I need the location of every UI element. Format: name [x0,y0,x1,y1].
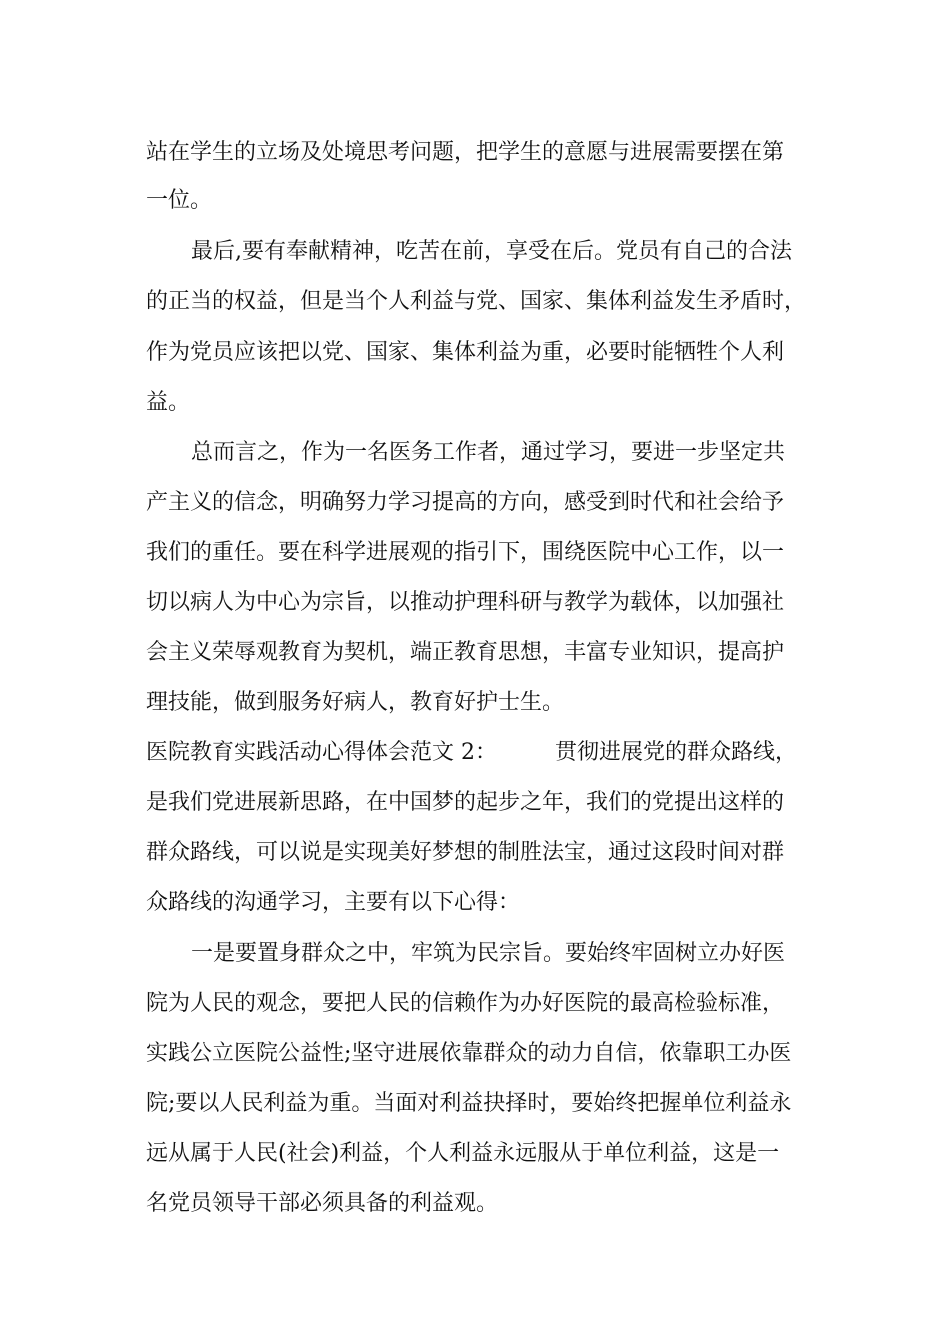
text-line: 会主义荣辱观教育为契机，端正教育思想，丰富专业知识，提高护 [146,640,785,665]
text-line: 一是要置身群众之中，牢筑为民宗旨。要始终牢固树立办好医 [191,941,786,966]
text-line: 众路线的沟通学习，主要有以下心得： [146,890,521,915]
text-line: 名党员领导干部必须具备的利益观。 [146,1191,499,1216]
text-line: 院为人民的观念，要把人民的信赖作为办好医院的最高检验标准， [146,991,785,1016]
text-line: 贯彻进展党的群众路线， [555,740,798,765]
text-line: 产主义的信念，明确努力学习提高的方向，感受到时代和社会给予 [146,490,785,515]
text-line: 是我们党进展新思路，在中国梦的起步之年，我们的党提出这样的 [146,790,785,815]
section-heading: 医院教育实践活动心得体会范文 2： [146,740,497,765]
text-line: 总而言之，作为一名医务工作者，通过学习，要进一步坚定共 [191,440,786,465]
text-line: 实践公立医院公益性;坚守进展依靠群众的动力自信，依靠职工办医 [146,1041,792,1066]
text-line: 院;要以人民利益为重。当面对利益抉择时，要始终把握单位利益永 [146,1091,792,1116]
text-line: 的正当的权益，但是当个人利益与党、国家、集体利益发生矛盾时， [146,289,807,314]
text-line: 切以病人为中心为宗旨，以推动护理科研与教学为载体，以加强社 [146,590,785,615]
text-line: 最后,要有奉献精神，吃苦在前，享受在后。党员有自己的合法 [191,239,792,264]
text-line: 作为党员应该把以党、国家、集体利益为重，必要时能牺牲个人利 [146,340,785,365]
text-line: 远从属于人民(社会)利益，个人利益永远服从于单位利益，这是一 [146,1141,780,1166]
text-line: 理技能，做到服务好病人，教育好护士生。 [146,690,565,715]
text-line: 站在学生的立场及处境思考问题，把学生的意愿与进展需要摆在第 [146,140,785,165]
text-line: 我们的重任。要在科学进展观的指引下，围绕医院中心工作，以一 [146,540,785,565]
text-line: 益。 [146,390,191,415]
text-line: 群众路线，可以说是实现美好梦想的制胜法宝，通过这段时间对群 [146,840,785,865]
text-line: 一位。 [146,188,213,213]
